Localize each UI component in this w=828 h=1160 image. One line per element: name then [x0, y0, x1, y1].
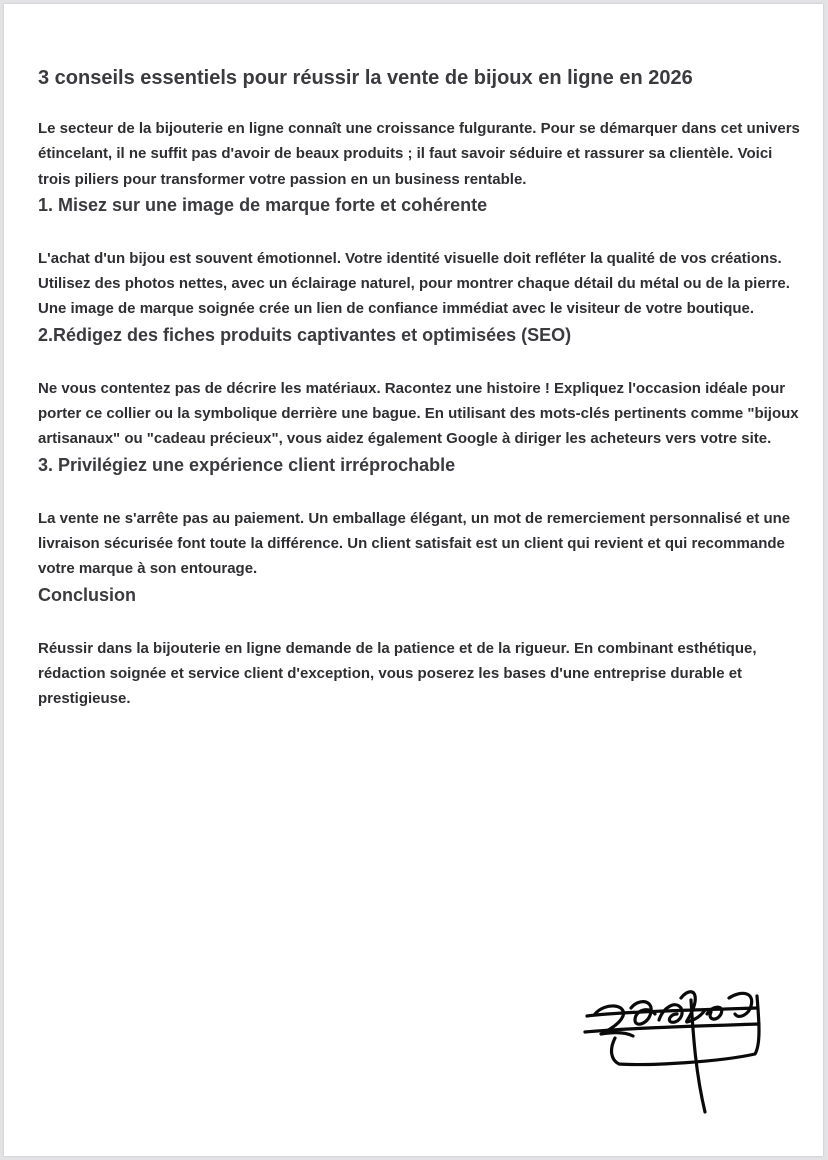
handwritten-signature — [579, 980, 769, 1120]
section-heading-1: 1. Misez sur une image de marque forte et cohérente — [38, 194, 488, 215]
document-page — [4, 4, 823, 1156]
document-title: 3 conseils essentiels pour réussir la vente de bijoux en ligne en 2026 — [38, 67, 693, 89]
intro-paragraph: Le secteur de la bijouterie en ligne connaît une croissance fulgurante. Pour se démarquer dans cet univers étincelant, il ne suffit pas d'avoir de beaux produits ; il faut savoir séduire et rassurer sa clientèle. Voici trois piliers pour transformer votre passion en un business rentable. — [38, 120, 800, 188]
section-body-2: Ne vous contentez pas de décrire les matériaux. Racontez une histoire ! Expliquez l'occasion idéale pour porter ce collier ou la symbolique derrière une bague. En utilisant des mots-clés pertinents comme "bijoux artisanaux" ou "cadeau précieux", vous aidez également Google à diriger les acheteurs vers votre site. — [38, 379, 799, 448]
section-heading-2: 2.Rédigez des fiches produits captivantes et optimisées (SEO) — [38, 324, 572, 345]
signature-stroke — [729, 993, 752, 1016]
conclusion-body: Réussir dans la bijouterie en ligne demande de la patience et de la rigueur. En combinant esthétique, rédaction soignée et service client d'exception, vous poserez les bases d'une entreprise durable et prestigieuse. — [38, 639, 757, 708]
conclusion-heading: Conclusion — [38, 584, 136, 605]
section-body-3: La vente ne s'arrête pas au paiement. Un emballage élégant, un mot de remerciement personnalisé et une livraison sécurisée font toute la différence. Un client satisfait est un client qui revient et qui recommande votre marque à son entourage. — [38, 509, 791, 578]
section-body-1: L'achat d'un bijou est souvent émotionnel. Votre identité visuelle doit refléter la qualité de vos créations. Utilisez des photos nettes, avec un éclairage naturel, pour montrer chaque détail du métal ou de la pierre. Une image de marque soignée crée un lien de confiance immédiat avec le visiteur de votre boutique. — [38, 249, 790, 318]
signature-stroke — [707, 1007, 722, 1019]
signature-stroke — [659, 1005, 682, 1023]
document-content — [38, 62, 808, 711]
section-heading-3: 3. Privilégiez une expérience client irréprochable — [38, 454, 456, 475]
